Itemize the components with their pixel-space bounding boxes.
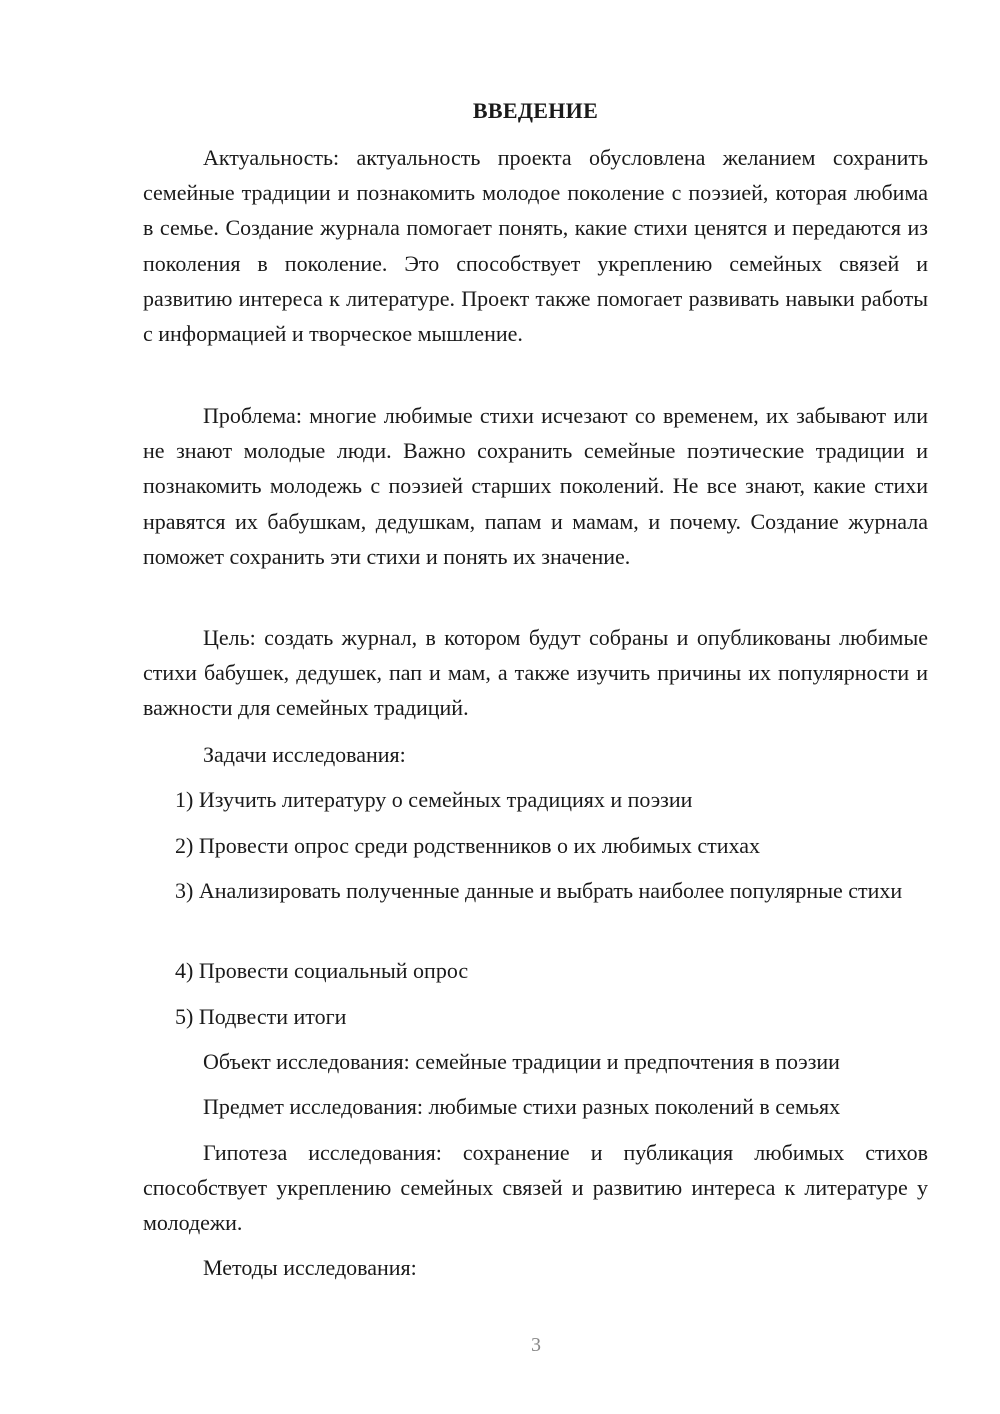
task-item-4: 4) Провести социальный опрос: [175, 958, 469, 983]
task-item-3: 3) Анализировать полученные данные и выбрать наиболее популярные стихи: [175, 878, 903, 903]
problem-paragraph: Проблема: многие любимые стихи исчезают со временем, их забывают или не знают молодые люди. Важно сохранить семейные поэтические традиции и познакомить молодежь с поэзией старших поколений. Не все знают, какие стихи нравятся их бабушкам, дедушкам, папам и мамам, и почему. Создание журнала поможет сохранить эти стихи и понять их значение.: [143, 403, 928, 569]
page-title: ВВЕДЕНИЕ: [472, 98, 599, 123]
goal-paragraph: Цель: создать журнал, в котором будут собраны и опубликованы любимые стихи бабушек, дедушек, пап и мам, а также изучить причины их популярности и важности для семейных традиций.: [143, 625, 928, 721]
task-item-5: 5) Подвести итоги: [175, 1004, 347, 1029]
hypothesis-paragraph: Гипотеза исследования: сохранение и публикация любимых стихов способствует укреплению семейных связей и развитию интереса к литературе у молодежи.: [143, 1140, 928, 1236]
task-item-1: 1) Изучить литературу о семейных традициях и поэзии: [175, 787, 693, 812]
object-paragraph: Объект исследования: семейные традиции и предпочтения в поэзии: [203, 1049, 840, 1074]
methods-heading: Методы исследования:: [203, 1255, 417, 1280]
page-number: 3: [531, 1334, 541, 1356]
task-item-2: 2) Провести опрос среди родственников о их любимых стихах: [175, 833, 760, 858]
relevance-paragraph: Актуальность: актуальность проекта обусловлена желанием сохранить семейные традиции и познакомить молодое поколение с поэзией, которая любима в семье. Создание журнала помогает понять, какие стихи ценятся и передаются из поколения в поколение. Это способствует укреплению семейных связей и развитию интереса к литературе. Проект также помогает развивать навыки работы с информацией и творческое мышление.: [143, 145, 928, 347]
subject-paragraph: Предмет исследования: любимые стихи разных поколений в семьях: [203, 1094, 841, 1119]
tasks-heading: Задачи исследования:: [203, 742, 406, 767]
